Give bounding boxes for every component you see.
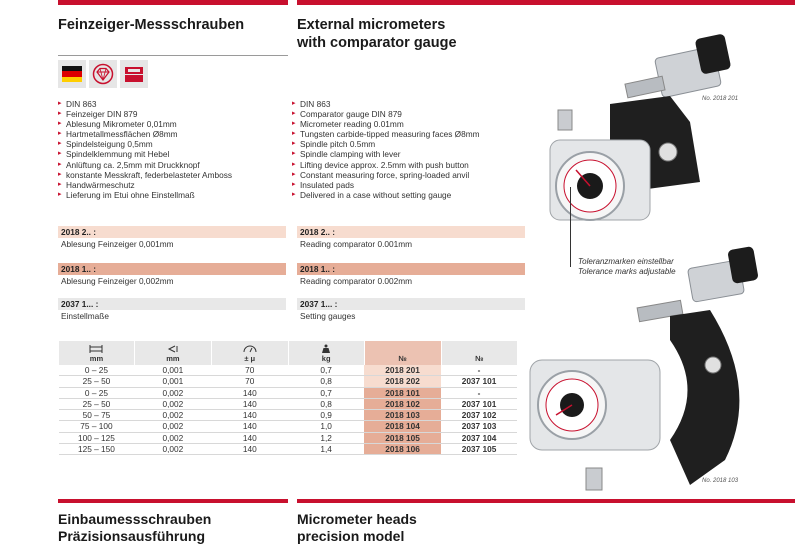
setting-gauge-cell: 2037 103 <box>441 421 517 432</box>
case-icon <box>120 60 148 88</box>
feature-item: ▸ Hartmetallmessflächen Ø8mm <box>58 129 288 139</box>
weight-icon <box>321 344 331 353</box>
feature-item: ▸ Constant measuring force, spring-loaded anvil <box>292 170 542 180</box>
setting-gauge-cell: 2037 105 <box>441 444 517 455</box>
table-header-row <box>59 341 518 365</box>
column-header-weight: kg <box>288 341 364 365</box>
table-row <box>59 421 518 432</box>
table-row <box>59 398 518 409</box>
bottom-accent-bar-right <box>297 499 795 503</box>
feature-item: ▸ Lifting device approx. 2.5mm with push button <box>292 160 542 170</box>
feature-item: ▸ Lieferung im Etui ohne Einstellmaß <box>58 190 288 200</box>
feature-item: ▸ DIN 863 <box>58 99 288 109</box>
variant-desc-de: Einstellmaße <box>61 311 109 321</box>
table-cell: 75 – 100 <box>59 421 135 432</box>
table-cell: 70 <box>211 376 288 387</box>
feature-item: ▸ Handwärmeschutz <box>58 180 288 190</box>
top-accent-bar-right <box>297 0 795 5</box>
table-cell: 0,001 <box>134 365 211 376</box>
variant-desc-de: Ablesung Feinzeiger 0,001mm <box>61 239 174 249</box>
table-cell: 0,8 <box>288 398 364 409</box>
table-cell: 140 <box>211 387 288 398</box>
setting-gauge-cell: 2037 101 <box>441 398 517 409</box>
column-header-range: mm <box>59 341 135 365</box>
variant-code-en: 2037 1... : <box>297 298 525 310</box>
table-cell: 0,002 <box>134 432 211 443</box>
dial-gauge-icon <box>243 345 257 353</box>
variant-code-en: 2018 2.. : <box>297 226 525 238</box>
bottom-accent-bar-left <box>58 499 288 503</box>
photo-caption-top: No. 2018 201 <box>702 96 739 102</box>
table-cell: 0,7 <box>288 387 364 398</box>
resolution-icon <box>167 345 179 353</box>
feature-item: ▸ Tungsten carbide-tipped measuring faces Ø8mm <box>292 129 542 139</box>
table-cell: 0,002 <box>134 421 211 432</box>
photo-caption-bottom: No. 2018 103 <box>702 478 739 484</box>
order-number-cell: 2018 105 <box>364 432 441 443</box>
order-number-cell: 2018 202 <box>364 376 441 387</box>
table-cell: 50 – 75 <box>59 410 135 421</box>
feature-item: ▸ Micrometer reading 0.01mm <box>292 119 542 129</box>
table-cell: 0 – 25 <box>59 387 135 398</box>
order-number-cell: 2018 103 <box>364 410 441 421</box>
order-number-cell: 2018 101 <box>364 387 441 398</box>
table-row <box>59 387 518 398</box>
feature-item: ▸ Comparator gauge DIN 879 <box>292 109 542 119</box>
table-row <box>59 376 518 387</box>
spec-table <box>58 341 517 455</box>
column-header-setting-gauge-number: № <box>441 341 517 365</box>
variant-code-de: 2018 1.. : <box>58 263 286 275</box>
column-header-tolerance: ± μ <box>211 341 288 365</box>
feature-list-de <box>58 99 288 200</box>
column-header-order-number: № <box>364 341 441 365</box>
table-cell: 100 – 125 <box>59 432 135 443</box>
variant-desc-en: Reading comparator 0.001mm <box>300 239 413 249</box>
table-cell: 0,8 <box>288 376 364 387</box>
leader-line <box>570 187 571 267</box>
section-title-de: Feinzeiger-Messschrauben <box>58 17 245 33</box>
diamond-icon <box>89 60 117 88</box>
table-cell: 140 <box>211 432 288 443</box>
setting-gauge-cell: 2037 102 <box>441 410 517 421</box>
table-row <box>59 410 518 421</box>
table-cell: 25 – 50 <box>59 376 135 387</box>
feature-item: ▸ Delivered in a case without setting gauge <box>292 190 542 200</box>
feature-item: ▸ Ablesung Mikrometer 0,01mm <box>58 119 288 129</box>
feature-item: ▸ Spindle clamping with lever <box>292 149 542 159</box>
table-row <box>59 444 518 455</box>
order-number-cell: 2018 201 <box>364 365 441 376</box>
order-number-cell: 2018 102 <box>364 398 441 409</box>
feature-item: ▸ konstante Messkraft, federbelasteter Amboss <box>58 170 288 180</box>
tolerance-note-de: Toleranzmarken einstellbar <box>578 257 674 266</box>
table-cell: 125 – 150 <box>59 444 135 455</box>
table-cell: 70 <box>211 365 288 376</box>
variant-desc-en: Setting gauges <box>300 311 356 321</box>
table-cell: 1,4 <box>288 444 364 455</box>
feature-item: ▸ Insulated pads <box>292 180 542 190</box>
order-number-cell: 2018 104 <box>364 421 441 432</box>
tolerance-note <box>578 257 676 277</box>
section-title-en: External micrometers with comparator gauge <box>297 17 457 51</box>
table-cell: 1,0 <box>288 421 364 432</box>
table-cell: 0,001 <box>134 376 211 387</box>
table-cell: 140 <box>211 444 288 455</box>
divider <box>58 55 288 56</box>
variant-code-de: 2037 1... : <box>58 298 286 310</box>
table-cell: 0,7 <box>288 365 364 376</box>
variant-desc-en: Reading comparator 0.002mm <box>300 276 413 286</box>
feature-item: ▸ Spindelsteigung 0,5mm <box>58 139 288 149</box>
setting-gauge-cell: 2037 104 <box>441 432 517 443</box>
table-cell: 140 <box>211 410 288 421</box>
table-cell: 140 <box>211 398 288 409</box>
badge-row <box>58 60 148 88</box>
column-header-resolution: mm <box>134 341 211 365</box>
table-row <box>59 365 518 376</box>
variant-desc-de: Ablesung Feinzeiger 0,002mm <box>61 276 174 286</box>
table-cell: 1,2 <box>288 432 364 443</box>
setting-gauge-cell: - <box>441 365 517 376</box>
table-cell: 25 – 50 <box>59 398 135 409</box>
tolerance-note-en: Tolerance marks adjustable <box>578 267 676 276</box>
table-cell: 0,002 <box>134 398 211 409</box>
variant-code-de: 2018 2.. : <box>58 226 286 238</box>
feature-item: ▸ Spindelklemmung mit Hebel <box>58 149 288 159</box>
feature-item: ▸ Anlüftung ca. 2,5mm mit Druckknopf <box>58 160 288 170</box>
table-cell: 0,002 <box>134 444 211 455</box>
micrometer-photo-bottom <box>520 240 795 510</box>
setting-gauge-cell: 2037 101 <box>441 376 517 387</box>
feature-item: ▸ DIN 863 <box>292 99 542 109</box>
table-cell: 0,9 <box>288 410 364 421</box>
feature-item: ▸ Spindle pitch 0.5mm <box>292 139 542 149</box>
order-number-cell: 2018 106 <box>364 444 441 455</box>
footer-title-de: Einbaumessschrauben Präzisionsausführung <box>58 511 212 544</box>
feature-item: ▸ Feinzeiger DIN 879 <box>58 109 288 119</box>
table-cell: 0,002 <box>134 387 211 398</box>
variant-code-en: 2018 1.. : <box>297 263 525 275</box>
table-row <box>59 432 518 443</box>
table-cell: 0 – 25 <box>59 365 135 376</box>
feature-list-en <box>292 99 542 200</box>
table-cell: 0,002 <box>134 410 211 421</box>
top-accent-bar-left <box>58 0 288 5</box>
footer-title-en: Micrometer heads precision model <box>297 511 417 544</box>
caliper-range-icon <box>89 345 103 353</box>
setting-gauge-cell: - <box>441 387 517 398</box>
table-cell: 140 <box>211 421 288 432</box>
germany-flag-icon <box>58 60 86 88</box>
